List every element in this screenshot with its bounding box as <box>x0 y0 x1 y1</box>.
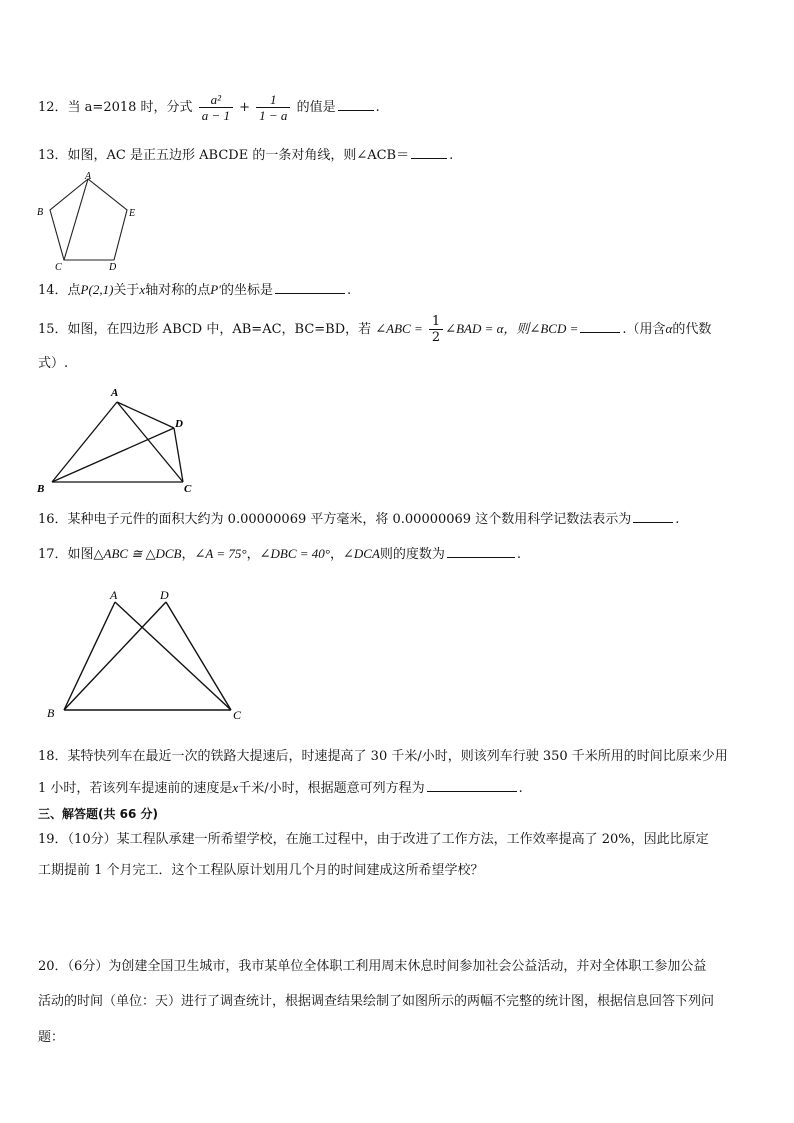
q15-prefix: 15．如图，在四边形 ABCD 中，AB=AC，BC=BD，若 <box>38 322 372 337</box>
q17-expr3: ∠DBC = 40° <box>259 546 330 561</box>
question-20-line-1 <box>38 958 706 976</box>
segment-ac <box>117 402 183 482</box>
q17-sep3: ， <box>329 547 343 562</box>
question-18-line-2 <box>38 779 523 798</box>
tri-label-d: D <box>160 588 169 602</box>
pentagon-label-b: B <box>37 207 44 218</box>
segment-bd-cross <box>64 602 166 710</box>
q19-line2: 工期提前 1 个月完工．这个工程队原计划用几个月的时间建成这所希望学校？ <box>38 863 484 878</box>
q14-mid2: 轴对称的点 <box>145 283 211 298</box>
segment-ad <box>117 402 174 428</box>
q14-answer-blank[interactable] <box>275 281 345 294</box>
q17-answer-blank[interactable] <box>447 545 515 558</box>
q17-expr1: △ABC ≅ △DCB <box>93 546 182 561</box>
pentagon-label-e: E <box>129 208 136 219</box>
q12-prefix: 12．当 a=2018 时，分式 <box>38 100 193 115</box>
q17-suffix: 则的度数为 <box>379 547 445 562</box>
q12-plus: + <box>239 100 251 115</box>
pentagon-label-c: C <box>55 262 62 273</box>
quad-label-c: C <box>184 483 192 495</box>
q17-expr2: ∠A = 75° <box>194 546 247 561</box>
q15-suffix2: 的代数 <box>672 322 712 337</box>
q16-end: . <box>675 512 680 527</box>
q14-prefix: 14．点 <box>38 283 81 298</box>
q13-end: . <box>449 148 454 163</box>
q14-point: P(2,1) <box>80 282 114 297</box>
segment-dc-right <box>166 602 231 710</box>
tri-label-b: B <box>47 706 55 720</box>
question-12 <box>38 92 380 123</box>
quad-label-d: D <box>175 418 183 430</box>
q15-suffix: .（用含 <box>622 322 666 337</box>
q12-fraction-2 <box>256 92 290 123</box>
q15-alpha: α <box>665 321 673 336</box>
question-18-line-1 <box>38 748 728 766</box>
q18-line2-prefix: 1 小时，若该列车提速前的速度是 <box>38 781 233 796</box>
q18-line1: 18．某特快列车在最近一次的铁路大提速后，时速提高了 30 千米/小时，则该列车行驶 350 千米所用的时间比原来少用 <box>38 749 728 764</box>
triangles-figure <box>38 585 258 725</box>
question-19-line-2 <box>38 862 484 880</box>
q12-suffix: 的值是 <box>296 100 336 115</box>
q15-frac-denominator: 2 <box>431 330 441 345</box>
q14-suffix: 的坐标是 <box>221 283 274 298</box>
question-20-line-3 <box>38 1029 64 1047</box>
q12-frac1-denominator: a − 1 <box>201 108 230 123</box>
q14-point2: P′ <box>210 282 222 297</box>
question-20-line-2 <box>38 993 714 1011</box>
q12-end: . <box>375 100 380 115</box>
section-3-heading <box>38 805 158 823</box>
q15-expr3: ∠BCD = <box>529 321 579 336</box>
pentagon-label-a: A <box>85 171 92 182</box>
q16-text: 16．某种电子元件的面积大约为 0.00000069 平方毫米，将 0.00000069 这个数用科学记数法表示为 <box>38 512 632 527</box>
q18-answer-blank[interactable] <box>427 779 517 792</box>
pentagon-shape <box>50 179 127 260</box>
q20-line2: 活动的时间（单位：天）进行了调查统计，根据调查结果绘制了如图所示的两幅不完整的统计图，根据信息回答下列问 <box>38 994 715 1009</box>
segment-ac-cross <box>115 602 231 710</box>
section-3-title: 三、解答题(共 66 分) <box>38 807 159 821</box>
q14-mid: 关于 <box>113 283 140 298</box>
q14-end: . <box>347 283 352 298</box>
q19-line1: 19．（10分）某工程队承建一所希望学校，在施工过程中，由于改进了工作方法，工作效率提高了 20%，因此比原定 <box>38 832 709 847</box>
question-16 <box>38 510 679 529</box>
q13-text: 13．如图，AC 是正五边形 ABCDE 的一条对角线，则∠ACB＝ <box>38 148 410 163</box>
q17-end: . <box>516 547 522 562</box>
question-19-line-1 <box>38 831 709 849</box>
q18-var: x <box>232 780 239 795</box>
quadrilateral-figure <box>34 382 204 498</box>
q17-expr4: ∠DCA <box>343 546 380 561</box>
q17-prefix: 17．如图 <box>38 547 94 562</box>
question-14 <box>38 281 351 300</box>
question-13 <box>38 146 453 165</box>
q15-line2: 式）. <box>38 356 69 371</box>
tri-label-c: C <box>233 708 242 722</box>
question-15 <box>38 314 711 345</box>
q15-fraction <box>429 314 443 345</box>
q17-sep2: ， <box>246 547 260 562</box>
q17-sep1: ， <box>181 547 195 562</box>
diagonal-ac <box>64 179 88 260</box>
q12-fraction-1 <box>199 92 233 123</box>
q12-frac1-numerator: a² <box>199 92 233 108</box>
pentagon-label-d: D <box>109 262 117 273</box>
q16-answer-blank[interactable] <box>633 510 673 523</box>
q18-line2-suffix: 千米/小时，根据题意可列方程为 <box>238 781 425 796</box>
q13-answer-blank[interactable] <box>411 146 447 159</box>
segment-ab-left <box>64 602 115 710</box>
quad-label-a: A <box>111 387 119 399</box>
question-15-line-2 <box>38 355 68 373</box>
q15-answer-blank[interactable] <box>580 320 620 333</box>
q12-answer-blank[interactable] <box>338 98 374 111</box>
pentagon-figure <box>34 170 144 274</box>
q15-expr1: ∠ABC = <box>375 321 423 336</box>
q12-frac2-denominator: 1 − a <box>259 108 288 123</box>
segment-ab <box>52 402 117 482</box>
segment-bd <box>52 428 174 482</box>
q12-frac2-numerator: 1 <box>256 92 290 108</box>
q15-expr2: ∠BAD = α，则 <box>445 321 530 336</box>
quad-label-b: B <box>37 483 45 495</box>
segment-dc <box>174 428 183 482</box>
q14-axis: x <box>139 282 146 297</box>
q15-frac-numerator: 1 <box>429 314 443 330</box>
tri-label-a: A <box>110 588 118 602</box>
question-17 <box>38 545 521 564</box>
q18-end: . <box>518 781 523 796</box>
q20-line1: 20．（6分）为创建全国卫生城市，我市某单位全体职工利用周末休息时间参加社会公益活动，并对全体职工参加公益 <box>38 959 707 974</box>
q20-line3: 题： <box>38 1030 65 1045</box>
